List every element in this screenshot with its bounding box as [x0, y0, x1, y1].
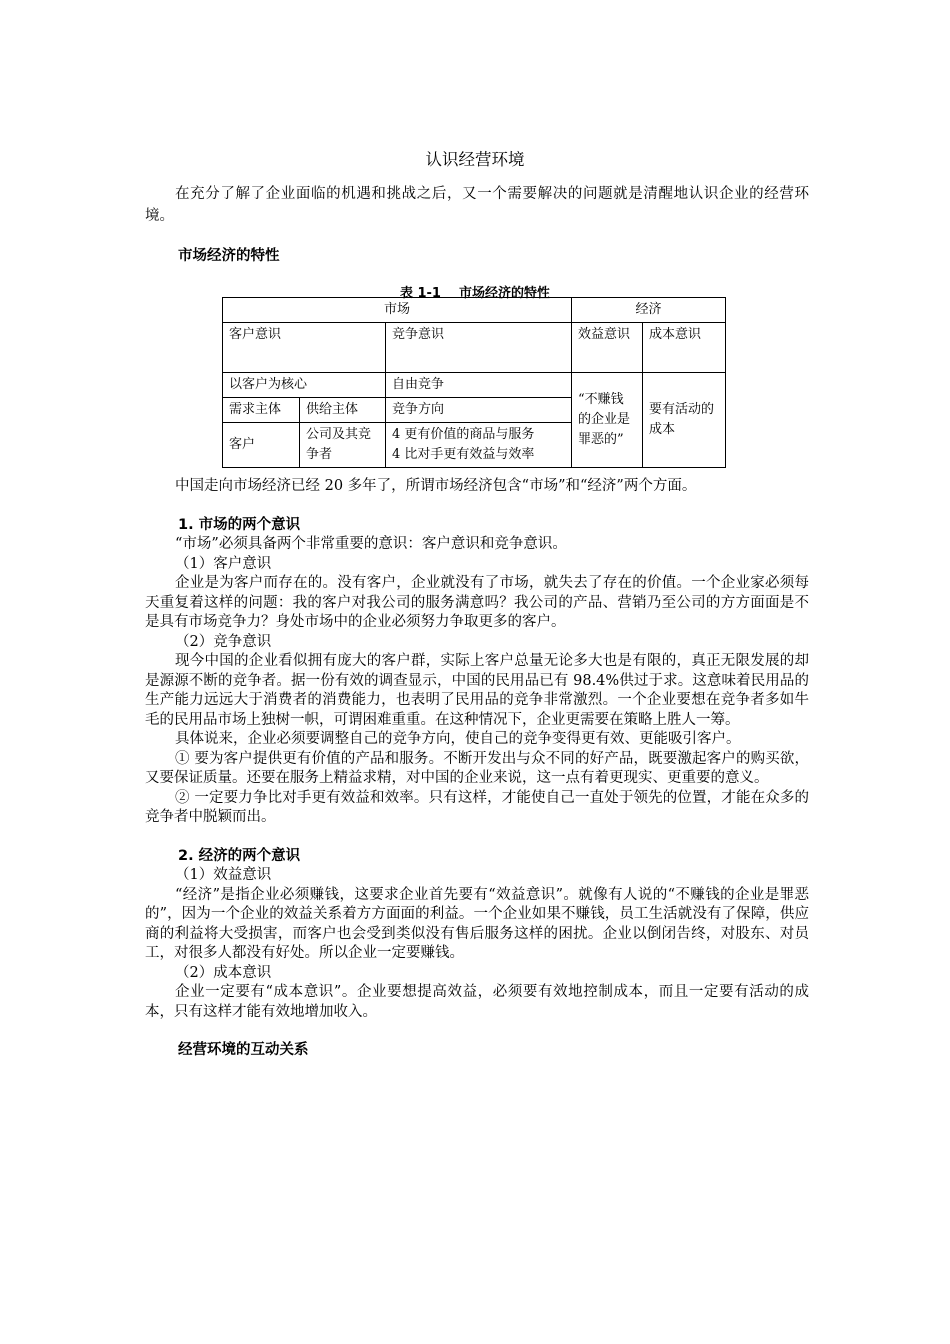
part1-sub-customer: （1）客户意识 [175, 555, 272, 572]
part2-sub-benefit: （1）效益意识 [175, 867, 272, 883]
cell-active-cost: 要有活动的成本 [643, 373, 726, 468]
part1-point-1: ① 要为客户提供更有价值的产品和服务。不断开发出与众不同的好产品，既要激起客户的购买欲，又要保证质量。还要在服务上精益求精，对中国的企业来说，这一点有着更现实、更重要的意义。 [145, 750, 809, 786]
cell-direction-list [386, 423, 572, 468]
cell-free-competition: 自由竞争 [386, 373, 572, 398]
main-body [145, 477, 809, 1061]
cell-customer: 客户 [223, 423, 300, 468]
table-row [223, 323, 726, 373]
cell-supply-subject: 供给主体 [300, 398, 386, 423]
table-row [223, 373, 726, 398]
part1-sub-competition: （2）竞争意识 [175, 633, 272, 650]
part1-heading: 1. 市场的两个意识 [178, 516, 301, 533]
direction-item-2: 4 比对手更有效益与效率 [392, 447, 535, 462]
cell-benefit-awareness: 效益意识 [572, 323, 643, 373]
table-row [223, 298, 726, 323]
after-table-paragraph: 中国走向市场经济已经 20 多年了，所谓市场经济包含“市场”和“经济”两个方面。 [175, 478, 697, 494]
part1-customer-paragraph: 企业是为客户而存在的。没有客户，企业就没有了市场，就失去了存在的价值。一个企业家必须每天重复着这样的问题：我的客户对我公司的服务满意吗？我公司的产品、营销乃至公司的方方面面是不是具有市场竞争力？身处市场中的企业必须努力争取更多的客户。 [145, 575, 809, 630]
part1-competition-paragraph: 现今中国的企业看似拥有庞大的客户群，实际上客户总量无论多大也是有限的，真正无限发展的却是源源不断的竞争者。据一份有效的调查显示，中国的民用品已有 98.4%供过于求。这意味着民用品的生产能力远远大于消费者的消费能力，也表明了民用品的竞争非常激烈。一个企业要想在竞争者多如牛毛的民用品市场上独树一帜，可谓困难重重。在这种情况下，企业更需要在策略上胜人一筹。 [145, 653, 809, 728]
page-title: 认识经营环境 [425, 150, 525, 169]
cell-customer-awareness: 客户意识 [223, 323, 386, 373]
header-economy: 经济 [572, 298, 726, 323]
cell-cost-awareness: 成本意识 [643, 323, 726, 373]
table-caption: 表 1-1 市场经济的特性 [399, 286, 551, 301]
part2-sub-cost: （2）成本意识 [175, 964, 272, 981]
cell-demand-subject: 需求主体 [223, 398, 300, 423]
cell-competition-awareness: 竞争意识 [386, 323, 572, 373]
part2-cost-paragraph: 企业一定要有“成本意识”。企业要想提高效益，必须要有效地控制成本，而且一定要有活动的成本，只有这样才能有效地增加收入。 [145, 984, 809, 1020]
part2-heading: 2. 经济的两个意识 [178, 847, 301, 864]
part1-intro: “市场”必须具备两个非常重要的意识：客户意识和竞争意识。 [175, 536, 567, 552]
part1-direction-paragraph: 具体说来，企业必须要调整自己的竞争方向，使自己的竞争变得更有效、更能吸引客户。 [175, 731, 741, 747]
cell-company-competitors: 公司及其竞争者 [300, 423, 386, 468]
part2-benefit-paragraph: “经济”是指企业必须赚钱，这要求企业首先要有“效益意识”。就像有人说的“不赚钱的企业是罪恶的”，因为一个企业的效益关系着方方面面的利益。一个企业如果不赚钱，员工生活就没有了保障，供应商的利益将大受损害，而客户也会受到类似没有售后服务这样的困扰。企业以倒闭告终，对股东、对员工，对很多人都没有好处。所以企业一定要赚钱。 [145, 886, 809, 961]
cell-quote-not-earning: “不赚钱的企业是罪恶的” [572, 373, 643, 468]
section-heading-market-economy: 市场经济的特性 [178, 248, 280, 264]
part1-point-2: ② 一定要力争比对手更有效益和效率。只有这样，才能使自己一直处于领先的位置，才能在众多的竞争者中脱颖而出。 [145, 789, 809, 825]
section-heading-interaction: 经营环境的互动关系 [178, 1042, 309, 1058]
header-market: 市场 [223, 298, 572, 323]
cell-competition-direction: 竞争方向 [386, 398, 572, 423]
market-economy-table [222, 297, 726, 468]
direction-item-1: 4 更有价值的商品与服务 [392, 427, 535, 442]
intro-paragraph: 在充分了解了企业面临的机遇和挑战之后，又一个需要解决的问题就是清醒地认识企业的经营环境。 [145, 186, 809, 224]
cell-customer-core: 以客户为核心 [223, 373, 386, 398]
